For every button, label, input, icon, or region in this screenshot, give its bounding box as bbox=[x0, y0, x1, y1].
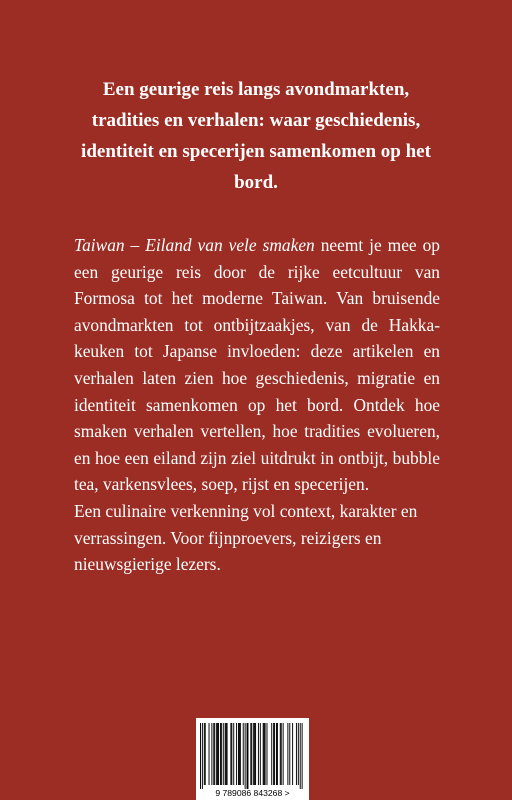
barcode-bar bbox=[296, 723, 297, 785]
barcode-bar bbox=[248, 723, 249, 789]
barcode-bar bbox=[202, 723, 203, 789]
barcode-bar bbox=[274, 723, 275, 785]
barcode-bar bbox=[220, 723, 221, 785]
barcode-bar bbox=[214, 723, 215, 785]
description-paragraph-2: Een culinaire verkenning vol context, karakter en verrassingen. Voor fijnproevers, reizigers en nieuwsgierige lezers. bbox=[74, 500, 418, 575]
barcode-bar bbox=[213, 723, 214, 785]
barcode-bar bbox=[251, 723, 252, 785]
barcode-bar bbox=[225, 723, 226, 785]
barcode-bar bbox=[209, 723, 210, 785]
barcode-bar bbox=[204, 723, 205, 785]
barcode-bar bbox=[289, 723, 290, 785]
barcode-bar bbox=[263, 723, 264, 785]
barcode-bar bbox=[223, 723, 224, 785]
barcode-bar bbox=[236, 723, 237, 785]
barcode-bar bbox=[277, 723, 278, 785]
barcode-bar bbox=[247, 723, 248, 789]
description-text: neemt je mee op een geurige reis door de rijke eetcultuur van Formosa tot het moderne Taiwan. Van bruisende avondmarkten tot ontbijtzaakjes, van de Hakka-keuken tot Japanse invloeden: deze artikelen en verhalen laten zien hoe geschiedenis, migratie en identiteit samenkomen op het bord. Ontdek hoe smaken verhalen vertellen, hoe tradities evolueren, en hoe een eiland zijn ziel uitdrukt in ontbijt, bubble tea, varkensvlees, soep, rijst en specerijen. bbox=[74, 235, 440, 495]
barcode-bar bbox=[283, 723, 284, 785]
barcode-bar bbox=[255, 723, 256, 785]
barcode-bar bbox=[281, 723, 282, 785]
barcode-bar bbox=[233, 723, 234, 785]
description-paragraph-1 bbox=[74, 232, 440, 498]
book-title: Taiwan – Eiland van vele smaken bbox=[74, 235, 315, 255]
barcode-bar bbox=[258, 723, 259, 785]
barcode-graphic bbox=[196, 718, 309, 800]
barcode-bar bbox=[280, 723, 281, 785]
barcode-bar bbox=[298, 723, 299, 785]
barcode-bar bbox=[205, 723, 206, 785]
barcode-bar bbox=[302, 723, 303, 789]
barcode-bar bbox=[239, 723, 240, 785]
barcode-bar bbox=[221, 723, 222, 785]
barcode-bar bbox=[217, 723, 218, 785]
barcode-bar bbox=[218, 723, 219, 785]
barcode-bar bbox=[227, 723, 228, 785]
barcode-bar bbox=[273, 723, 274, 785]
barcode-bar bbox=[216, 723, 217, 785]
tagline: Een geurige reis langs avondmarkten, tradities en verhalen: waar geschiedenis, identiteit en specerijen samenkomen op het bord. bbox=[81, 79, 431, 193]
barcode-bar bbox=[254, 723, 255, 785]
barcode-bar bbox=[253, 723, 254, 785]
isbn-barcode bbox=[196, 718, 309, 800]
barcode-bar bbox=[250, 723, 251, 785]
barcode-bar bbox=[265, 723, 266, 785]
barcode-bar bbox=[231, 723, 232, 785]
barcode-bar bbox=[271, 723, 272, 785]
barcode-bar bbox=[226, 723, 227, 785]
barcode-bar bbox=[245, 723, 246, 789]
barcode-bar bbox=[200, 723, 201, 789]
barcode-bar bbox=[287, 723, 288, 785]
barcode-bar bbox=[264, 723, 265, 785]
barcode-bar bbox=[240, 723, 241, 785]
barcode-bar bbox=[238, 723, 239, 785]
barcode-bar bbox=[267, 723, 268, 785]
barcode-bar bbox=[243, 723, 244, 785]
barcode-digits: 9 789086 843268 > bbox=[215, 788, 290, 798]
book-description bbox=[74, 232, 440, 578]
barcode-bar bbox=[276, 723, 277, 785]
barcode-bar bbox=[211, 723, 212, 785]
barcode-bar bbox=[300, 723, 301, 789]
barcode-bar bbox=[230, 723, 231, 785]
barcode-bar bbox=[292, 723, 293, 785]
barcode-bar bbox=[260, 723, 261, 785]
